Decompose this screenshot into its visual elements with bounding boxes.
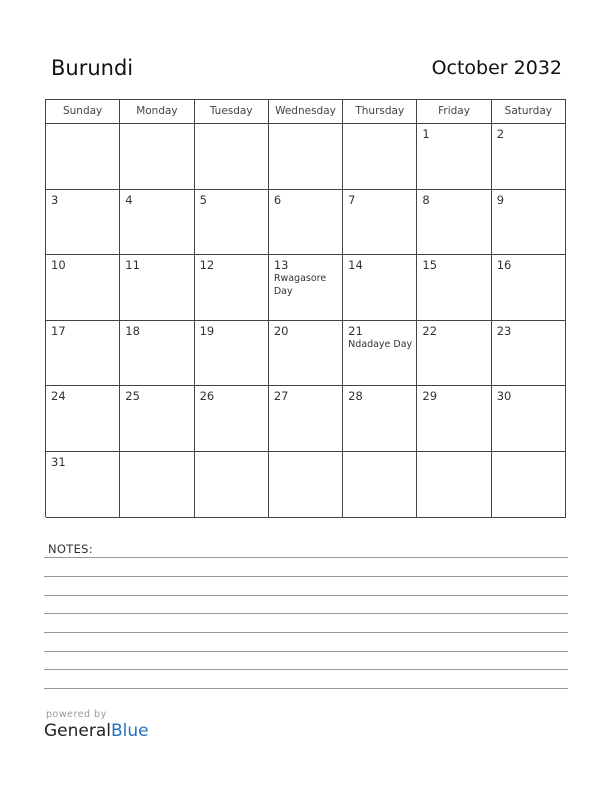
day-number: 23 bbox=[496, 323, 512, 338]
day-number: 20 bbox=[273, 323, 289, 338]
day-number: 26 bbox=[199, 389, 215, 404]
day-cell[interactable] bbox=[343, 190, 417, 256]
week-row bbox=[46, 255, 566, 321]
day-cell[interactable] bbox=[120, 386, 194, 452]
day-cell[interactable] bbox=[343, 255, 417, 321]
day-cell[interactable] bbox=[269, 386, 343, 452]
day-cell[interactable] bbox=[195, 124, 269, 190]
day-number: 1 bbox=[422, 127, 430, 141]
day-cell[interactable] bbox=[492, 255, 566, 321]
calendar-title-month: October 2032 bbox=[431, 57, 562, 79]
dow-saturday: Saturday bbox=[492, 100, 566, 124]
note-line bbox=[44, 688, 568, 689]
day-cell[interactable] bbox=[46, 190, 120, 256]
day-cell[interactable] bbox=[120, 124, 194, 190]
day-cell[interactable] bbox=[492, 386, 566, 452]
day-cell[interactable] bbox=[46, 386, 120, 452]
day-cell[interactable] bbox=[492, 321, 566, 387]
day-cell[interactable] bbox=[120, 452, 194, 518]
dow-wednesday: Wednesday bbox=[269, 100, 343, 124]
day-cell[interactable] bbox=[46, 321, 120, 387]
day-cell[interactable] bbox=[417, 452, 491, 518]
day-number: 10 bbox=[51, 258, 66, 273]
day-cell[interactable] bbox=[195, 452, 269, 518]
day-number: 11 bbox=[125, 258, 140, 273]
day-number: 9 bbox=[496, 192, 505, 207]
day-cell[interactable] bbox=[492, 452, 566, 518]
dow-monday: Monday bbox=[120, 100, 194, 124]
day-cell[interactable] bbox=[343, 386, 417, 452]
week-row bbox=[46, 124, 566, 190]
holiday-label: Ndadaye Day bbox=[348, 338, 413, 350]
dow-friday: Friday bbox=[417, 100, 491, 124]
day-cell[interactable] bbox=[492, 124, 566, 190]
day-number: 18 bbox=[125, 323, 140, 338]
day-cell[interactable] bbox=[195, 386, 269, 452]
note-line bbox=[44, 576, 568, 577]
day-cell[interactable] bbox=[46, 255, 120, 321]
day-number: 15 bbox=[422, 258, 438, 273]
note-line bbox=[44, 557, 568, 558]
day-number: 8 bbox=[422, 192, 430, 207]
day-number: 3 bbox=[51, 192, 59, 207]
week-row bbox=[46, 452, 566, 518]
calendar-grid bbox=[45, 99, 566, 517]
day-number: 29 bbox=[422, 389, 438, 404]
brand-general-text: General bbox=[44, 721, 111, 741]
day-number: 17 bbox=[51, 323, 66, 338]
day-number: 22 bbox=[422, 323, 438, 338]
holiday-label: Rwagasore Day bbox=[273, 273, 327, 297]
day-cell[interactable] bbox=[46, 452, 120, 518]
notes-label: NOTES: bbox=[48, 542, 93, 556]
day-number: 2 bbox=[496, 127, 505, 141]
week-row bbox=[46, 190, 566, 256]
day-number: 27 bbox=[273, 389, 289, 404]
day-cell[interactable] bbox=[417, 124, 491, 190]
day-cell[interactable] bbox=[269, 255, 343, 321]
dow-thursday: Thursday bbox=[343, 100, 417, 124]
powered-by-text: powered by bbox=[46, 709, 107, 720]
note-line bbox=[44, 669, 568, 670]
day-number: 21 bbox=[348, 323, 363, 338]
day-cell[interactable] bbox=[120, 321, 194, 387]
day-cell[interactable] bbox=[195, 321, 269, 387]
day-number: 16 bbox=[496, 258, 512, 273]
day-cell[interactable] bbox=[120, 190, 194, 256]
day-cell[interactable] bbox=[269, 321, 343, 387]
day-of-week-header bbox=[46, 100, 566, 124]
day-cell[interactable] bbox=[269, 452, 343, 518]
day-cell[interactable] bbox=[195, 255, 269, 321]
day-number: 14 bbox=[348, 258, 363, 273]
calendar-title-country: Burundi bbox=[51, 56, 134, 80]
note-line bbox=[44, 595, 568, 596]
day-cell[interactable] bbox=[120, 255, 194, 321]
day-number: 4 bbox=[125, 192, 133, 207]
day-number: 19 bbox=[199, 323, 215, 338]
day-cell[interactable] bbox=[417, 386, 491, 452]
note-line bbox=[44, 651, 568, 652]
day-cell[interactable] bbox=[417, 321, 491, 387]
day-number: 24 bbox=[51, 389, 66, 404]
dow-sunday: Sunday bbox=[46, 100, 120, 124]
day-number: 7 bbox=[348, 192, 356, 207]
brand-blue-text: Blue bbox=[111, 721, 149, 741]
day-cell[interactable] bbox=[343, 452, 417, 518]
day-cell[interactable] bbox=[417, 255, 491, 321]
day-cell[interactable] bbox=[492, 190, 566, 256]
generalblue-logo[interactable] bbox=[44, 721, 149, 741]
day-number: 25 bbox=[125, 389, 140, 404]
week-row bbox=[46, 321, 566, 387]
day-number: 28 bbox=[348, 389, 363, 404]
day-cell[interactable] bbox=[343, 124, 417, 190]
day-cell[interactable] bbox=[269, 124, 343, 190]
dow-tuesday: Tuesday bbox=[195, 100, 269, 124]
day-number: 5 bbox=[199, 192, 207, 207]
day-number: 13 bbox=[273, 258, 289, 273]
week-row bbox=[46, 386, 566, 452]
day-number: 30 bbox=[496, 389, 512, 404]
day-cell[interactable] bbox=[269, 190, 343, 256]
day-cell[interactable] bbox=[195, 190, 269, 256]
note-line bbox=[44, 613, 568, 614]
day-number: 31 bbox=[51, 454, 66, 469]
day-number: 12 bbox=[199, 258, 215, 273]
day-cell[interactable] bbox=[343, 321, 417, 387]
note-line bbox=[44, 632, 568, 633]
day-number: 6 bbox=[273, 192, 282, 207]
day-cell[interactable] bbox=[417, 190, 491, 256]
day-cell[interactable] bbox=[46, 124, 120, 190]
